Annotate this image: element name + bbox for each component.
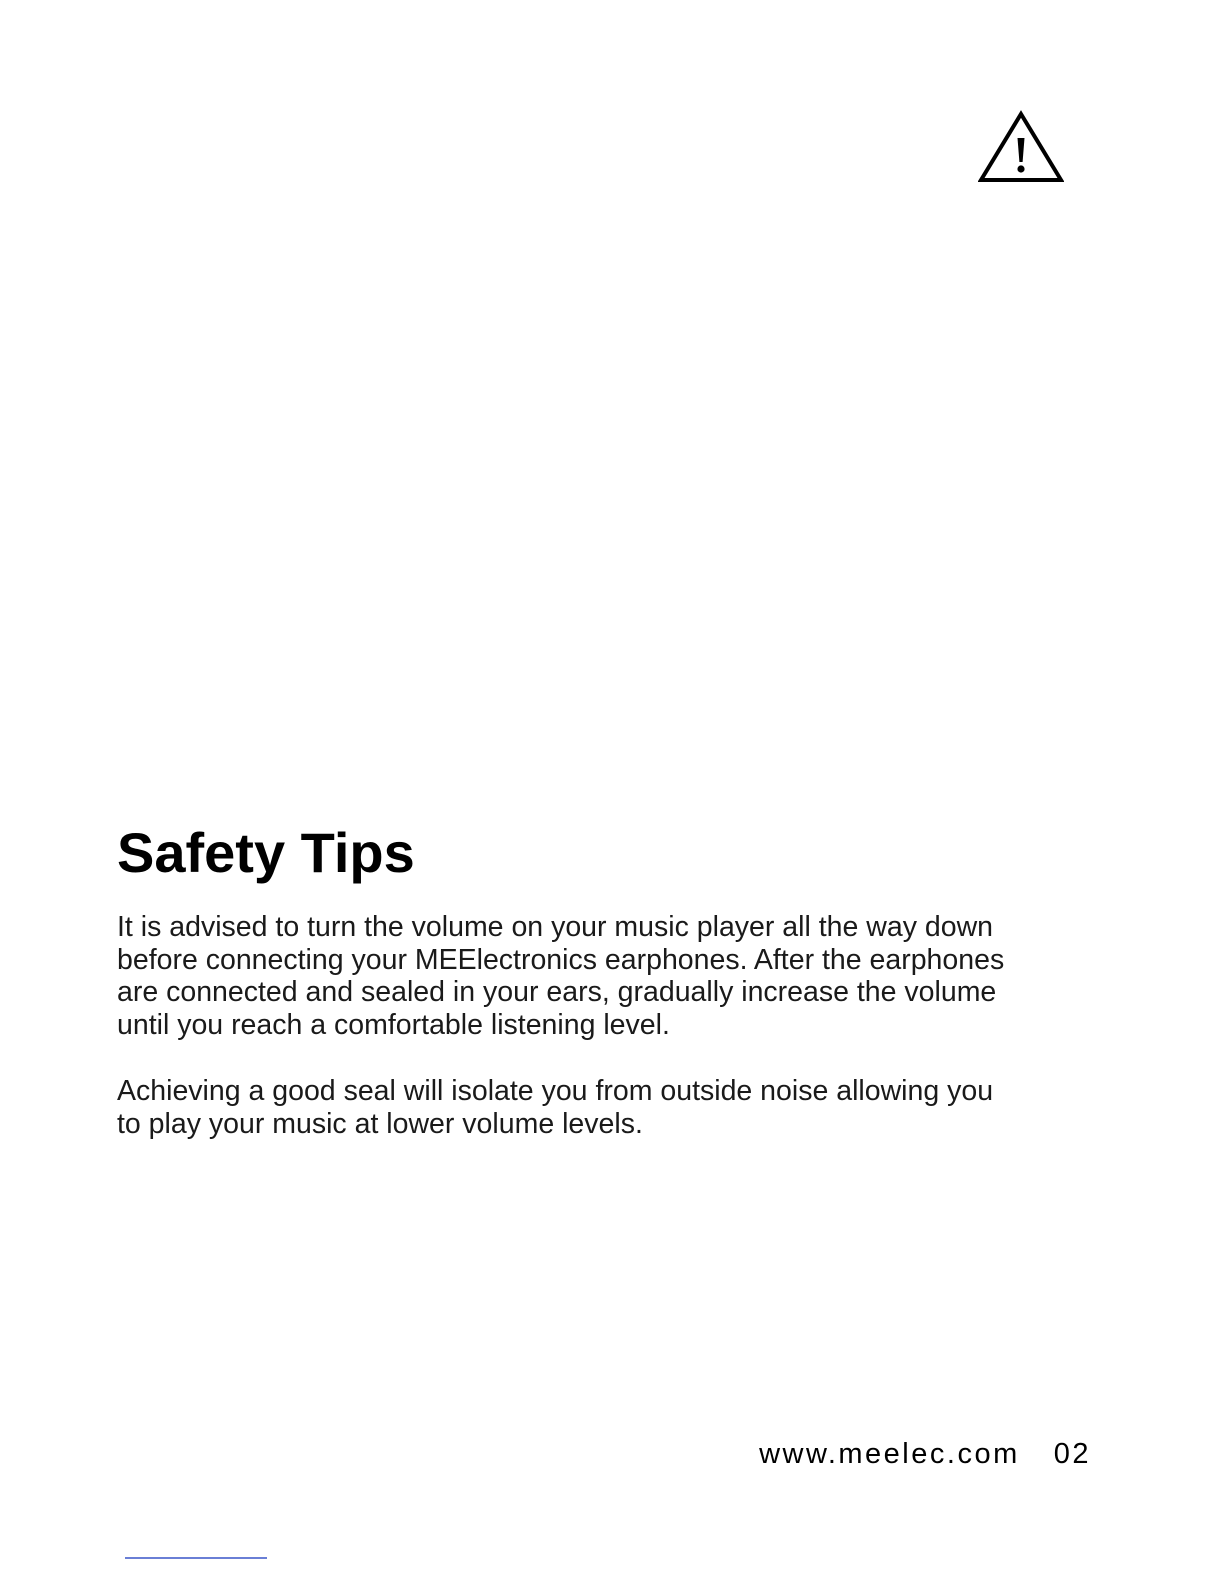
page-footer (759, 1436, 1091, 1472)
website-url: www.meelec.com (759, 1438, 1020, 1470)
page-title: Safety Tips (117, 821, 415, 884)
safety-paragraph-2 (117, 1075, 1077, 1140)
paragraph-line: are connected and sealed in your ears, gradually increase the volume (117, 976, 997, 1009)
bottom-divider (125, 1557, 267, 1559)
paragraph-line: until you reach a comfortable listening level. (117, 1008, 670, 1041)
paragraph-line: to play your music at lower volume levels. (117, 1107, 643, 1140)
paragraph-line: Achieving a good seal will isolate you from outside noise allowing you (117, 1075, 994, 1107)
paragraph-line: before connecting your MEElectronics earphones. After the earphones (117, 943, 1005, 976)
page-number: 02 (1053, 1438, 1091, 1470)
warning-triangle-icon (978, 110, 1064, 184)
paragraph-line: It is advised to turn the volume on your music player all the way down (117, 911, 994, 943)
safety-paragraph-1 (117, 911, 1077, 1041)
